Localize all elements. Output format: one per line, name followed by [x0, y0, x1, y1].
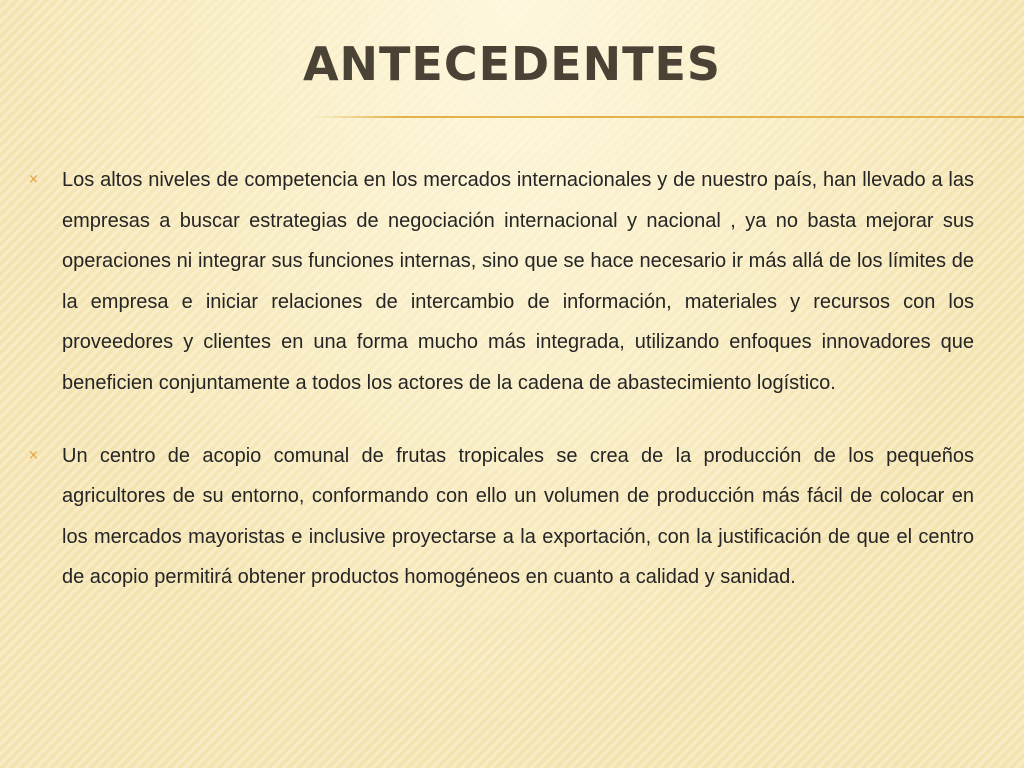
x-bullet-icon: ×	[28, 172, 39, 187]
bullet-item	[28, 160, 974, 404]
x-bullet-icon: ×	[28, 447, 39, 463]
title-divider	[312, 116, 1024, 118]
bullet-text: Los altos niveles de competencia en los mercados internacionales y de nuestro país, han llevado a las empresas a buscar estrategias de negociación internacional y nacional , ya no basta mejorar sus operaciones ni integrar sus funciones internas, sino que se hace necesario ir más allá de los límites de la empresa e iniciar relaciones de intercambio de información, materiales y recursos con los proveedores y clientes en una forma mucho más integrada, utilizando enfoques innovadores que beneficien conjuntamente a todos los actores de la cadena de abastecimiento logístico.	[62, 169, 974, 394]
bullet-item	[28, 436, 974, 598]
bullet-text: Un centro de acopio comunal de frutas tropicales se crea de la producción de los pequeños agricultores de su entorno, conformando con ello un volumen de producción más fácil de colocar en los mercados mayoristas e inclusive proyectarse a la exportación, con la justificación de que el centro de acopio permitirá obtener productos homogéneos en cuanto a calidad y sanidad.	[62, 444, 974, 589]
slide-title: ANTECEDENTES	[302, 37, 722, 91]
slide-content	[28, 160, 974, 598]
